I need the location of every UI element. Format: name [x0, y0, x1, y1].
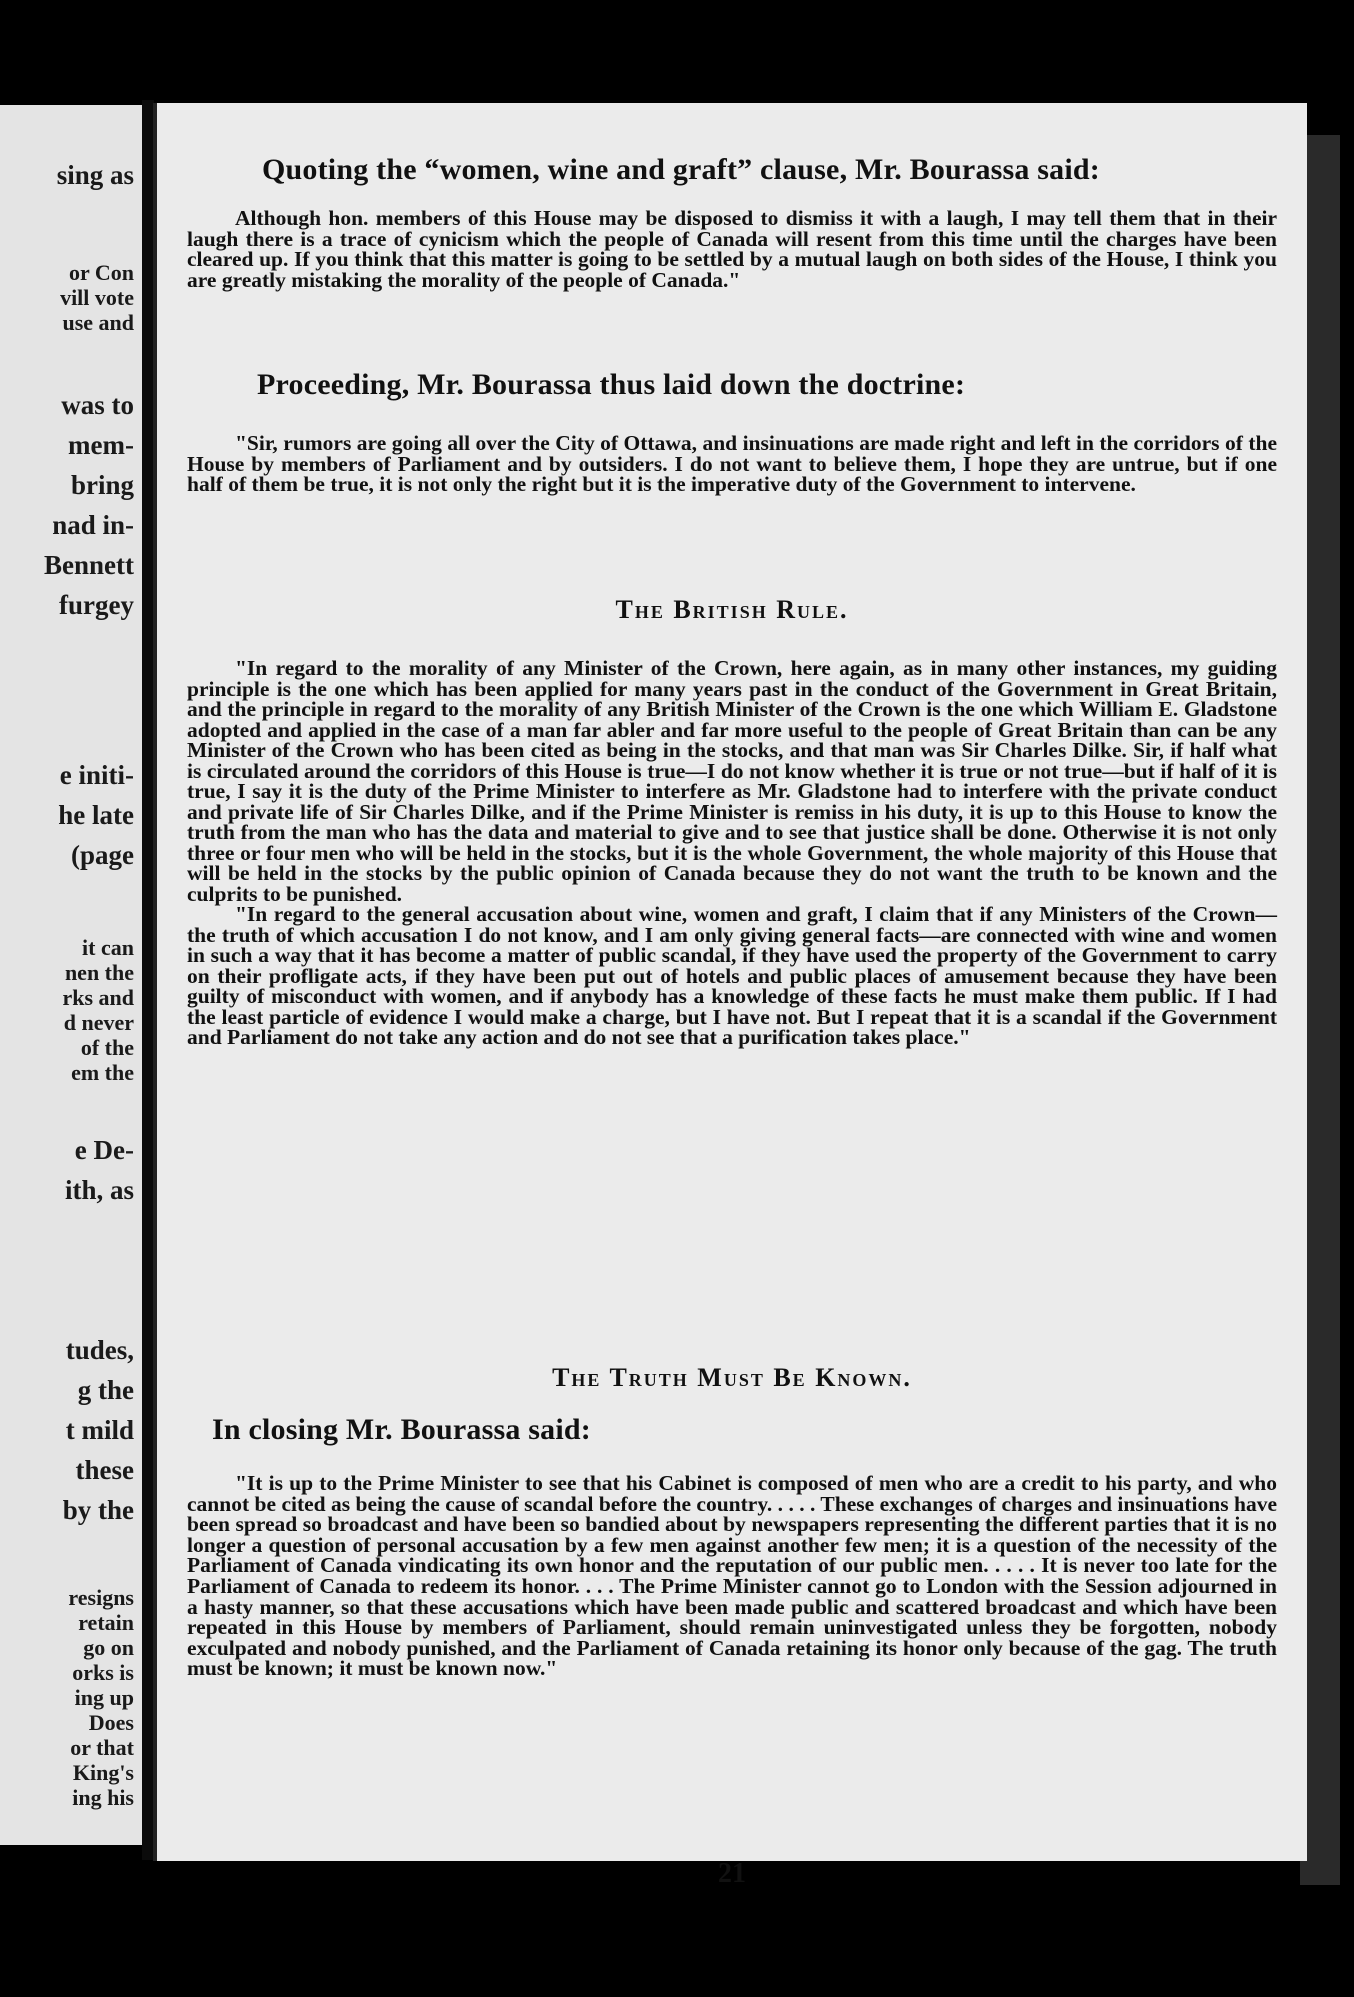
quote-british-rule-p1: "In regard to the morality of any Minister of the Crown, here again, as in many other instances, my guiding principle is the one which has been applied for many years past in the conduct of the Government in Great Britain, and the principle in regard to the morality of any British Minister of the Crown is the one which William E. Gladstone adopted and applied in the case of a man far abler and far more useful to the people of Great Britain than can be any Minister of the Crown who has been cited as being in the stocks, and that man was Sir Charles Dilke. Sir, if half what is circulated around the corridors of this House is true—I do not know whether it is true or not true—but if half of it is true, I say it is the duty of the Prime Minister to interfere as Mr. Gladstone had to interfere with the private conduct and private life of Sir Charles Dilke, and if the Prime Minister is remiss in his duty, it is up to this House to know the truth from the man who has the data and material to give and to see that justice shall be done. Otherwise it is not only three or four men who will be held in the stocks, but it is the whole Government, the whole majority of this House that will be held in the stocks by the public opinion of Canada because they do not want the truth to be known and the culprits to be punished.	[187, 656, 1277, 906]
left-line: mem-	[68, 430, 134, 460]
left-line: ing his	[72, 1785, 134, 1810]
quote-british-rule	[187, 658, 1277, 1048]
intro-proceeding: Proceeding, Mr. Bourassa thus laid down the doctrine:	[257, 368, 966, 401]
left-line: Bennett	[44, 550, 134, 580]
quote-closing-text: "It is up to the Prime Minister to see that his Cabinet is composed of men who are a credit to his party, and who cannot be cited as being the cause of scandal before the country. . . . . These exchanges of charges and insinuations have been spread so broadcast and have been so bandied about by newspapers representing the different parties that it is no longer a question of personal accusation by a few men against another few men; it is a question of the necessity of the Parliament of Canada vindicating its own honor and the reputation of our public men. . . . . It is never too late for the Parliament of Canada to redeem its honor. . . . The Prime Minister cannot go to London with the Session adjourned in a hasty manner, so that these accusations which have been made public and scattered broadcast and which have been repeated in this House by members of Parliament, should remain uninvestigated unless they be forgotten, nobody exculpated and nobody punished, and the Parliament of Canada retaining its honor only because of the gag. The truth must be known; it must be known now."	[187, 1471, 1277, 1681]
quote-rumors-text: "Sir, rumors are going all over the City of Ottawa, and insinuations are made right and left in the corridors of the House by members of Parliament and by outsiders. I do not want to believe them, I hope they are untrue, but if one half of them be true, it is not only the right but it is the imperative duty of the Government to intervene.	[187, 431, 1277, 496]
intro-closing: In closing Mr. Bourassa said:	[212, 1413, 591, 1446]
quote-laugh-text: Although hon. members of this House may be disposed to dismiss it with a laugh, I may tell them that in their laugh there is a trace of cynicism which the people of Canada will resent from this time until the charges have been cleared up. If you think that this matter is going to be settled by a mutual laugh on both sides of the House, I think you are greatly mistaking the morality of the people of Canada."	[187, 206, 1277, 292]
left-line: of the	[80, 1035, 134, 1060]
quote-rumors	[187, 433, 1277, 495]
main-page	[153, 103, 1307, 1889]
left-line: vill vote	[60, 285, 134, 310]
left-line: King's	[72, 1760, 134, 1785]
left-page-fragment	[0, 105, 142, 1845]
left-line: rks and	[62, 985, 134, 1010]
left-line: (page	[71, 840, 134, 870]
quote-laugh	[187, 208, 1277, 290]
left-line: resigns	[68, 1585, 134, 1610]
page-number: 21	[718, 1858, 746, 1889]
left-line: e initi-	[59, 760, 134, 790]
left-line: was to	[61, 390, 134, 420]
left-line: or that	[70, 1735, 134, 1760]
left-line: nad in-	[52, 510, 134, 540]
left-line: by the	[62, 1495, 134, 1525]
left-line: sing as	[56, 160, 134, 190]
left-line: t mild	[65, 1415, 134, 1445]
quote-closing	[187, 1473, 1277, 1679]
left-line: or Con	[69, 260, 134, 285]
left-line: these	[75, 1455, 134, 1485]
left-line: retain	[78, 1610, 134, 1635]
left-line: use and	[62, 310, 134, 335]
left-line: orks is	[72, 1660, 134, 1685]
left-line: go on	[83, 1635, 134, 1660]
heading-truth-must-be-known: The Truth Must Be Known.	[552, 1363, 912, 1392]
left-line: tudes,	[65, 1335, 134, 1365]
left-line: ing up	[74, 1685, 134, 1710]
intro-quoting: Quoting the “women, wine and graft” clause, Mr. Bourassa said:	[262, 153, 1100, 186]
left-line: Does	[88, 1710, 134, 1735]
left-line: it can	[82, 935, 134, 960]
left-line: e De-	[74, 1135, 134, 1165]
left-line: em the	[71, 1060, 134, 1085]
left-line: nen the	[64, 960, 134, 985]
left-line: g the	[77, 1375, 134, 1405]
left-line: furgey	[59, 590, 134, 620]
left-line: ith, as	[64, 1175, 134, 1205]
left-line: bring	[70, 470, 134, 500]
left-line: d never	[63, 1010, 134, 1035]
left-line: he late	[58, 800, 134, 830]
heading-british-rule: The British Rule.	[615, 595, 849, 624]
quote-british-rule-p2: "In regard to the general accusation about wine, women and graft, I claim that if any Ministers of the Crown—the truth of which accusation I do not know, and I am only giving general facts—are connected with wine and women in such a way that it has become a matter of public scandal, if they have used the property of the Government to carry on their profligate acts, if they have been put out of hotels and public places of amusement because they have been guilty of misconduct with women, and if anybody has a knowledge of these facts he must make them public. If I had the least particle of evidence I would make a charge, but I have not. But I repeat that it is a scandal if the Government and Parliament do not take any action and do not see that a purification takes place."	[187, 902, 1277, 1049]
